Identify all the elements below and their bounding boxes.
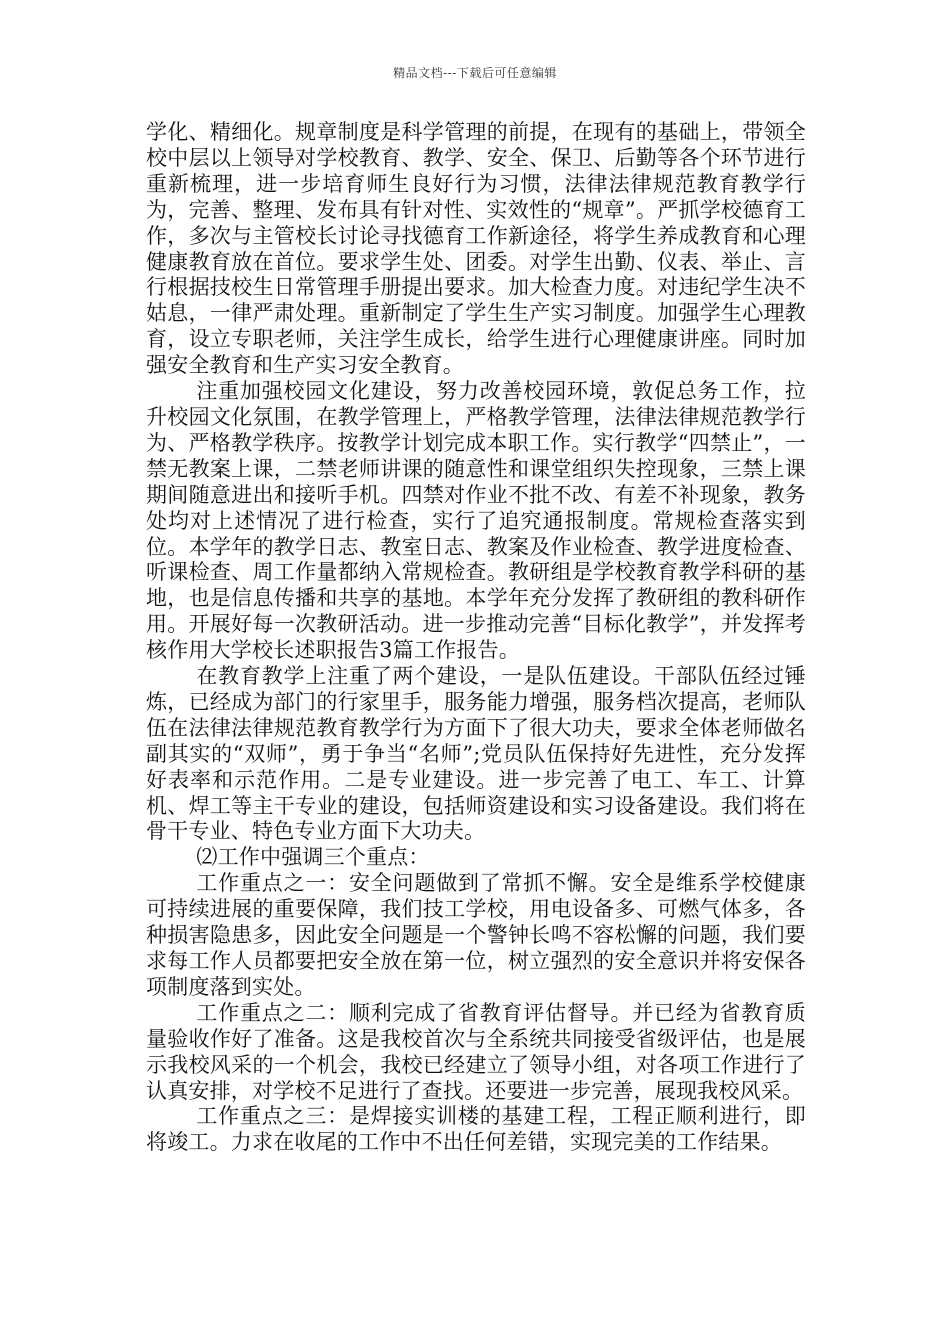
page-header: 精品文档---下载后可任意编辑 [393,66,557,80]
paragraph-3: 在教育教学上注重了两个建设，一是队伍建设。干部队伍经过锤炼，已经成为部门的行家里手，服务能力增强，服务档次提高，老师队伍在法律法律规范教育教学行为方面下了很大功夫，要求全体老师做名副其实的“双师”，勇于争当“名师”;党员队伍保持好先进性，充分发挥好表率和示范作用。二是专业建设。进一步完善了电工、车工、计算机、焊工等主干专业的建设，包括师资建设和实习设备建设。我们将在骨干专业、特色专业方面下大功夫。 [146,664,806,844]
document-body [146,120,806,1156]
paragraph-1: 学化、精细化。规章制度是科学管理的前提，在现有的基础上，带领全校中层以上领导对学校教育、教学、安全、保卫、后勤等各个环节进行重新梳理，进一步培育师生良好行为习惯，法律法律规范教育教学行为，完善、整理、发布具有针对性、实效性的“规章”。严抓学校德育工作，多次与主管校长讨论寻找德育工作新途径，将学生养成教育和心理健康教育放在首位。要求学生处、团委。对学生出勤、仪表、举止、言行根据技校生日常管理手册提出要求。加大检查力度。对违纪学生决不姑息，一律严肃处理。重新制定了学生生产实习制度。加强学生心理教育，设立专职老师，关注学生成长，给学生进行心理健康讲座。同时加强安全教育和生产实习安全教育。 [146,120,806,378]
paragraph-2: 注重加强校园文化建设，努力改善校园环境，敦促总务工作，拉升校园文化氛围，在教学管理上，严格教学管理，法律法律规范教学行为、严格教学秩序。按教学计划完成本职工作。实行教学“四禁止”，一禁无教案上课，二禁老师讲课的随意性和课堂组织失控现象，三禁上课期间随意进出和接听手机。四禁对作业不批不改、有差不补现象，教务处均对上述情况了进行检查，实行了追究通报制度。常规检查落实到位。本学年的教学日志、教室日志、教案及作业检查、教学进度检查、听课检查、周工作量都纳入常规检查。教研组是学校教育教学科研的基地，也是信息传播和共享的基地。本学年充分发挥了教研组的教科研作用。开展好每一次教研活动。进一步推动完善“目标化教学”，并发挥考核作用大学校长述职报告3篇工作报告。 [146,379,806,663]
paragraph-7: 工作重点之三：是焊接实训楼的基建工程，工程正顺利进行，即将竣工。力求在收尾的工作中不出任何差错，实现完美的工作结果。 [146,1104,806,1155]
paragraph-4-heading: ⑵工作中强调三个重点： [196,845,430,870]
paragraph-5: 工作重点之一：安全问题做到了常抓不懈。安全是维系学校健康可持续进展的重要保障，我们技工学校，用电设备多、可燃气体多，各种损害隐患多，因此安全问题是一个警钟长鸣不容松懈的问题，我们要求每工作人员都要把安全放在第一位，树立强烈的安全意识并将安保各项制度落到实处。 [146,871,806,999]
paragraph-6: 工作重点之二：顺利完成了省教育评估督导。并已经为省教育质量验收作好了准备。这是我校首次与全系统共同接受省级评估，也是展示我校风采的一个机会，我校已经建立了领导小组，对各项工作进行了认真安排，对学校不足进行了查找。还要进一步完善，展现我校风采。 [146,1000,806,1103]
